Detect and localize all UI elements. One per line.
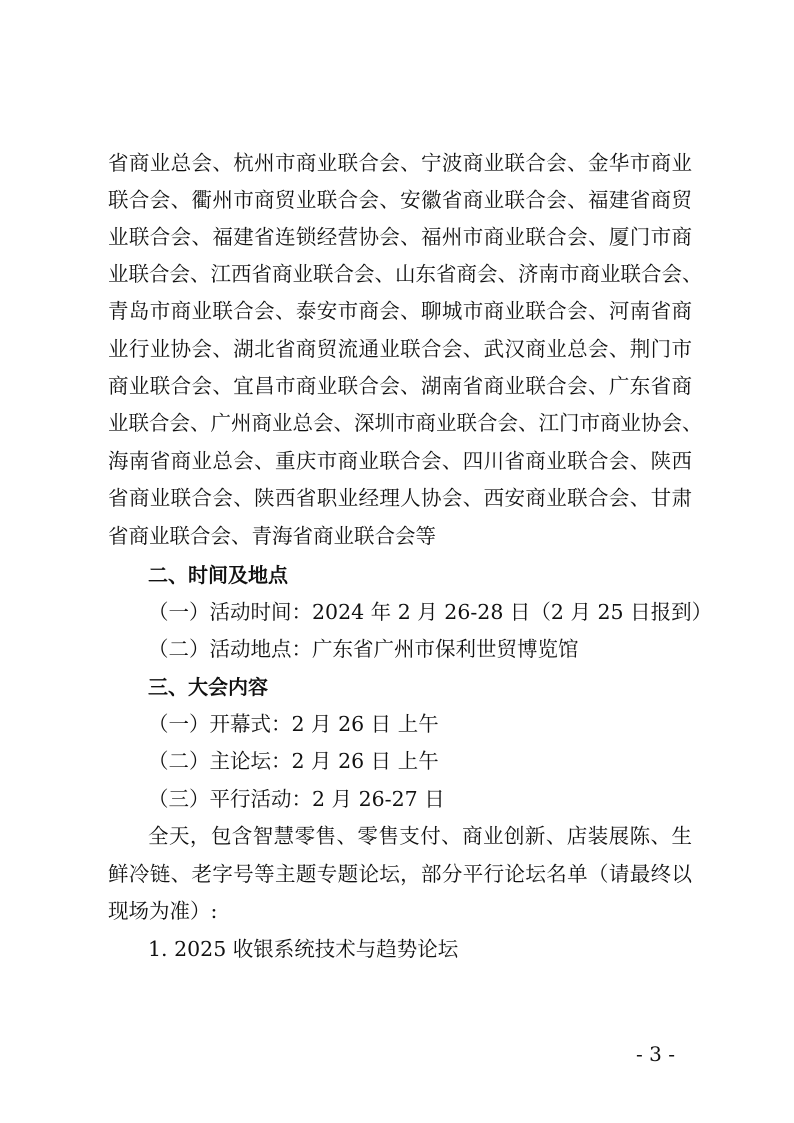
event-place: （二）活动地点：广东省广州市保利世贸博览馆 bbox=[148, 637, 579, 661]
body-line: 全天，包含智慧零售、零售支付、商业创新、店装展陈、生 bbox=[148, 824, 692, 848]
agenda-item: （一）开幕式：2 月 26 日 上午 bbox=[148, 712, 439, 736]
forum-item: 1. 2025 收银系统技术与趋势论坛 bbox=[148, 937, 459, 961]
body-line: 省商业联合会、青海省商业联合会等 bbox=[108, 524, 436, 548]
body-line: 省商业联合会、陕西省职业经理人协会、西安商业联合会、甘肃 bbox=[108, 486, 692, 510]
body-line: 业联合会、福建省连锁经营协会、福州市商业联合会、厦门市商 bbox=[108, 225, 692, 249]
body-line: 青岛市商业联合会、泰安市商会、聊城市商业联合会、河南省商 bbox=[108, 299, 692, 323]
page-number: - 3 - bbox=[636, 1042, 675, 1066]
body-line: 商业联合会、宜昌市商业联合会、湖南省商业联合会、广东省商 bbox=[108, 374, 692, 398]
body-line: 业行业协会、湖北省商贸流通业联合会、武汉商业总会、荆门市 bbox=[108, 337, 692, 361]
body-line: 联合会、衢州市商贸业联合会、安徽省商业联合会、福建省商贸 bbox=[108, 188, 692, 212]
event-time: （一）活动时间：2024 年 2 月 26-28 日（2 月 25 日报到） bbox=[148, 600, 713, 624]
body-line: 现场为准）: bbox=[108, 899, 218, 923]
section-heading-time-place: 二、时间及地点 bbox=[148, 563, 288, 587]
agenda-item: （二）主论坛：2 月 26 日 上午 bbox=[148, 749, 439, 773]
body-line: 省商业总会、杭州市商业联合会、宁波商业联合会、金华市商业 bbox=[108, 151, 692, 175]
body-line: 业联合会、江西省商业联合会、山东省商会、济南市商业联合会、 bbox=[108, 262, 703, 286]
section-heading-content: 三、大会内容 bbox=[148, 675, 268, 699]
body-line: 鲜冷链、老字号等主题专题论坛，部分平行论坛名单（请最终以 bbox=[108, 862, 692, 886]
body-line: 海南省商业总会、重庆市商业联合会、四川省商业联合会、陕西 bbox=[108, 449, 692, 473]
agenda-item: （三）平行活动：2 月 26-27 日 bbox=[148, 787, 445, 811]
body-line: 业联合会、广州商业总会、深圳市商业联合会、江门市商业协会、 bbox=[108, 411, 703, 435]
